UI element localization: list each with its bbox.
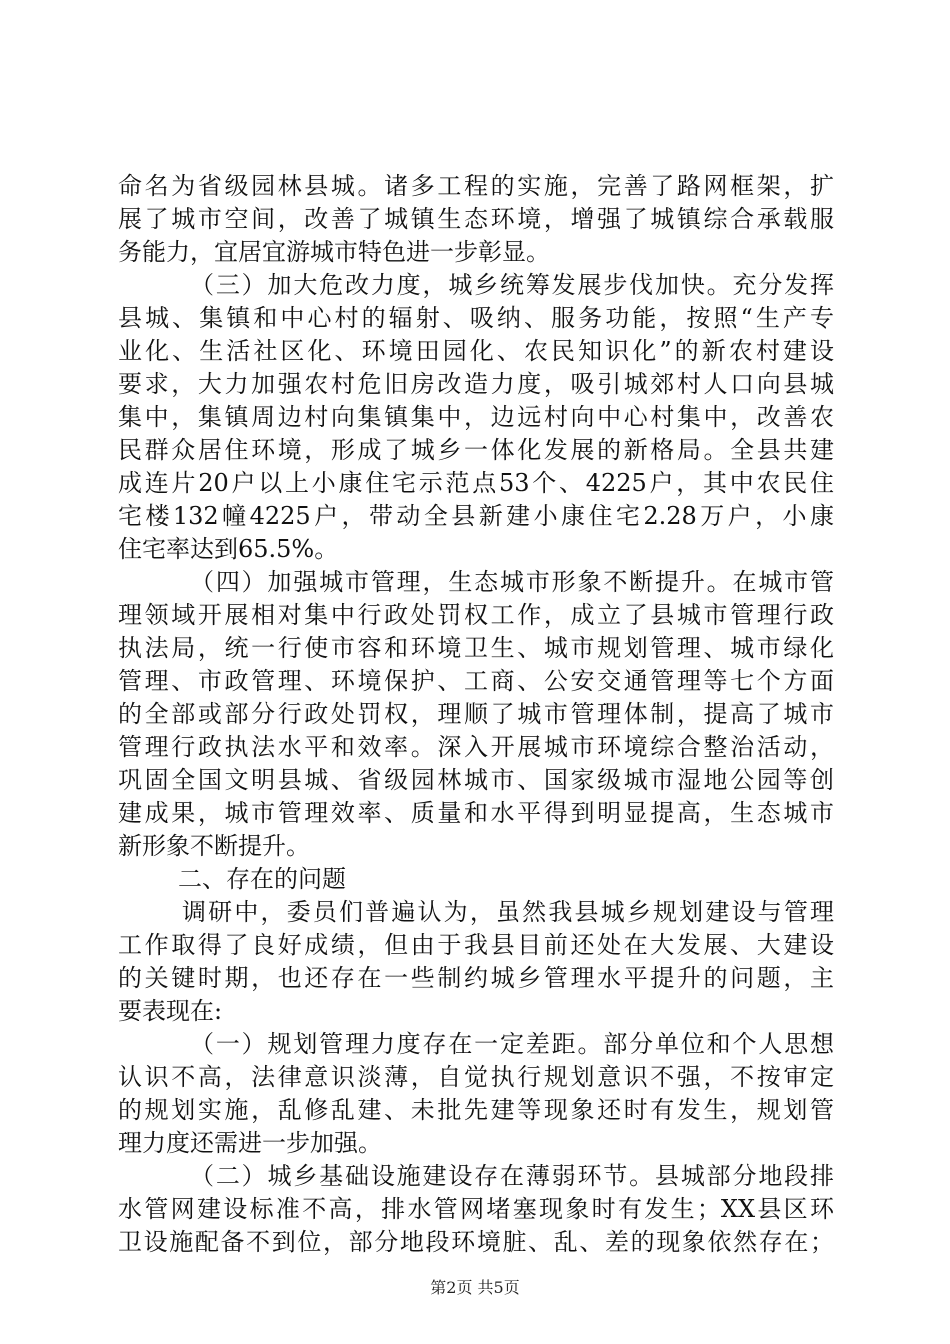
paragraph-heading-line: （二）城乡基础设施建设存在薄弱环节。县城部分地段排	[190, 1162, 834, 1190]
paragraph-first-line: 调研中，委员们普遍认为，虽然我县城乡规划建设与管理	[182, 898, 834, 926]
text-line: 认识不高，法律意识淡薄，自觉执行规划意识不强，不按审定	[118, 1063, 834, 1091]
text-line: 工作取得了良好成绩，但由于我县目前还处在大发展、大建设	[118, 931, 834, 959]
text-line: 的关键时期，也还存在一些制约城乡管理水平提升的问题，主	[118, 964, 834, 992]
text-line: 管理行政执法水平和效率。深入开展城市环境综合整治活动，	[118, 733, 834, 761]
text-line: 要表现在:	[118, 997, 223, 1025]
paragraph-heading-line: （三）加大危改力度，城乡统筹发展步伐加快。充分发挥	[190, 271, 834, 299]
text-line: 展了城市空间，改善了城镇生态环境，增强了城镇综合承载服	[118, 205, 834, 233]
section-heading: 二、存在的问题	[178, 865, 346, 893]
text-line: 的全部或部分行政处罚权，理顺了城市管理体制，提高了城市	[118, 700, 834, 728]
text-line: 管理、市政管理、环境保护、工商、公安交通管理等七个方面	[118, 667, 834, 695]
text-line: 民群众居住环境，形成了城乡一体化发展的新格局。全县共建	[118, 436, 834, 464]
text-line: 务能力，宜居宜游城市特色进一步彰显。	[118, 238, 550, 266]
text-line: 集中，集镇周边村向集镇集中，边远村向中心村集中，改善农	[118, 403, 834, 431]
text-line: 卫设施配备不到位，部分地段环境脏、乱、差的现象依然存在；	[118, 1228, 834, 1256]
text-line: 的规划实施，乱修乱建、未批先建等现象还时有发生，规划管	[118, 1096, 834, 1124]
page-footer: 第2页 共5页	[430, 1278, 520, 1297]
text-line: 要求，大力加强农村危旧房改造力度，吸引城郊村人口向县城	[118, 370, 834, 398]
text-line: 理力度还需进一步加强。	[118, 1129, 382, 1157]
text-line: 成连片20户以上小康住宅示范点53个、4225户，其中农民住	[118, 469, 834, 497]
text-line: 宅楼132幢4225户，带动全县新建小康住宅2.28万户，小康	[118, 502, 834, 530]
text-line: 县城、集镇和中心村的辐射、吸纳、服务功能，按照“生产专	[118, 304, 834, 332]
text-line: 水管网建设标准不高，排水管网堵塞现象时有发生；XX县区环	[118, 1195, 834, 1223]
text-line: 执法局，统一行使市容和环境卫生、城市规划管理、城市绿化	[118, 634, 834, 662]
text-line: 巩固全国文明县城、省级园林城市、国家级城市湿地公园等创	[118, 766, 834, 794]
text-line: 命名为省级园林县城。诸多工程的实施，完善了路网框架，扩	[118, 172, 834, 200]
text-line: 新形象不断提升。	[118, 832, 310, 860]
paragraph-heading-line: （四）加强城市管理，生态城市形象不断提升。在城市管	[190, 568, 834, 596]
document-body	[118, 170, 834, 1259]
text-line: 建成果，城市管理效率、质量和水平得到明显提高，生态城市	[118, 799, 834, 827]
text-line: 理领域开展相对集中行政处罚权工作，成立了县城市管理行政	[118, 601, 834, 629]
text-line: 业化、生活社区化、环境田园化、农民知识化”的新农村建设	[118, 337, 834, 365]
text-line: 住宅率达到65.5%。	[118, 535, 339, 563]
paragraph-heading-line: （一）规划管理力度存在一定差距。部分单位和个人思想	[190, 1030, 834, 1058]
